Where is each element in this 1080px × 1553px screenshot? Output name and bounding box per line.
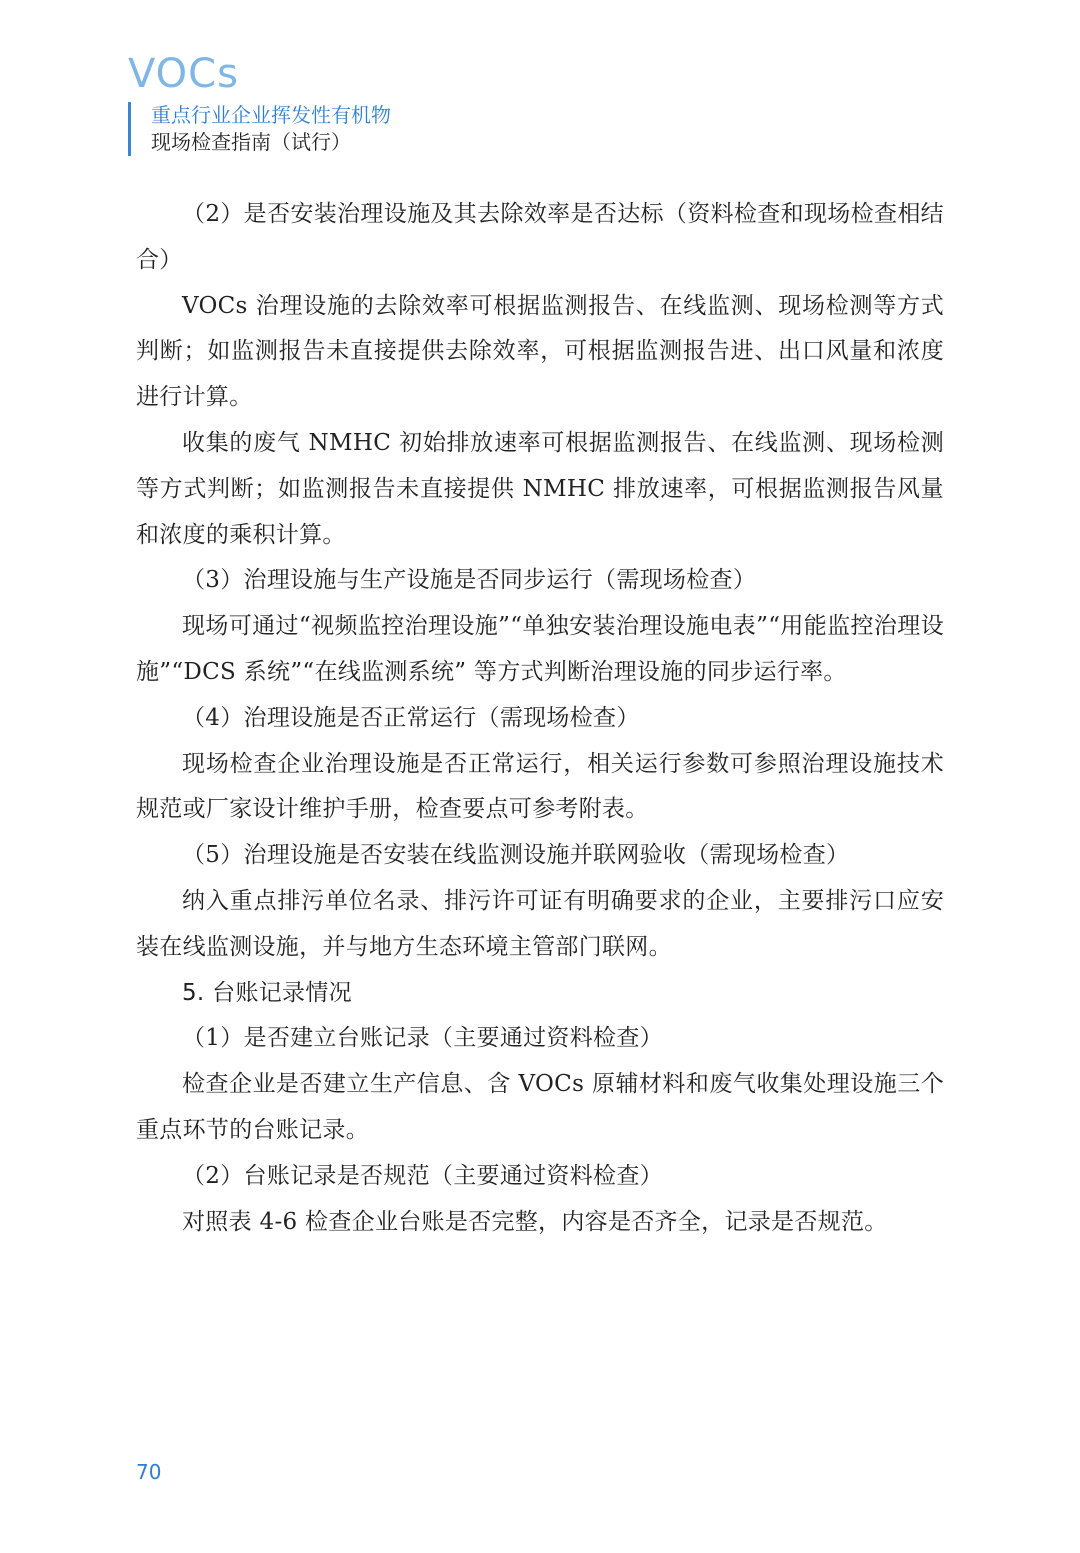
paragraph: 检查企业是否建立生产信息、含 VOCs 原辅材料和废气收集处理设施三个重点环节的台账记录。 [136,1071,944,1143]
body-text [136,192,944,1245]
page-number: 70 [136,1460,162,1484]
paragraph: （2）台账记录是否规范（主要通过资料检查） [182,1162,663,1189]
paragraph: （1）是否建立台账记录（主要通过资料检查） [182,1025,663,1052]
paragraph: 对照表 4-6 检查企业台账是否完整，内容是否齐全，记录是否规范。 [182,1208,888,1235]
subtitle-line-1: 重点行业企业挥发性有机物 [151,103,391,127]
paragraph: 现场检查企业治理设施是否正常运行，相关运行参数可参照治理设施技术规范或厂家设计维护手册，检查要点可参考附表。 [136,750,944,823]
paragraph: 纳入重点排污单位名录、排污许可证有明确要求的企业，主要排污口应安装在线监测设施，并与地方生态环境主管部门联网。 [136,887,944,960]
paragraph: （2）是否安装治理设施及其去除效率是否达标（资料检查和现场检查相结合） [136,201,944,273]
subtitle-line-2: 现场检查指南（试行） [151,130,351,154]
section-heading: 5. 台账记录情况 [182,979,352,1006]
paragraph: （5）治理设施是否安装在线监测设施并联网验收（需现场检查） [182,842,850,869]
paragraph: （3）治理设施与生产设施是否同步运行（需现场检查） [182,567,757,594]
paragraph: 收集的废气 NMHC 初始排放速率可根据监测报告、在线监测、现场检测等方式判断；如监测报告未直接提供 NMHC 排放速率，可根据监测报告风量和浓度的乘积计算。 [136,429,944,548]
header-subtitle [128,102,391,156]
page-header [128,50,391,156]
vocs-logo: VOCs [128,51,239,97]
paragraph: 现场可通过“视频监控治理设施”“单独安装治理设施电表”“用能监控治理设施”“DCS 系统”“在线监测系统” 等方式判断治理设施的同步运行率。 [136,613,944,685]
paragraph: （4）治理设施是否正常运行（需现场检查） [182,704,640,731]
paragraph: VOCs 治理设施的去除效率可根据监测报告、在线监测、现场检测等方式判断；如监测报告未直接提供去除效率，可根据监测报告进、出口风量和浓度进行计算。 [136,292,944,411]
